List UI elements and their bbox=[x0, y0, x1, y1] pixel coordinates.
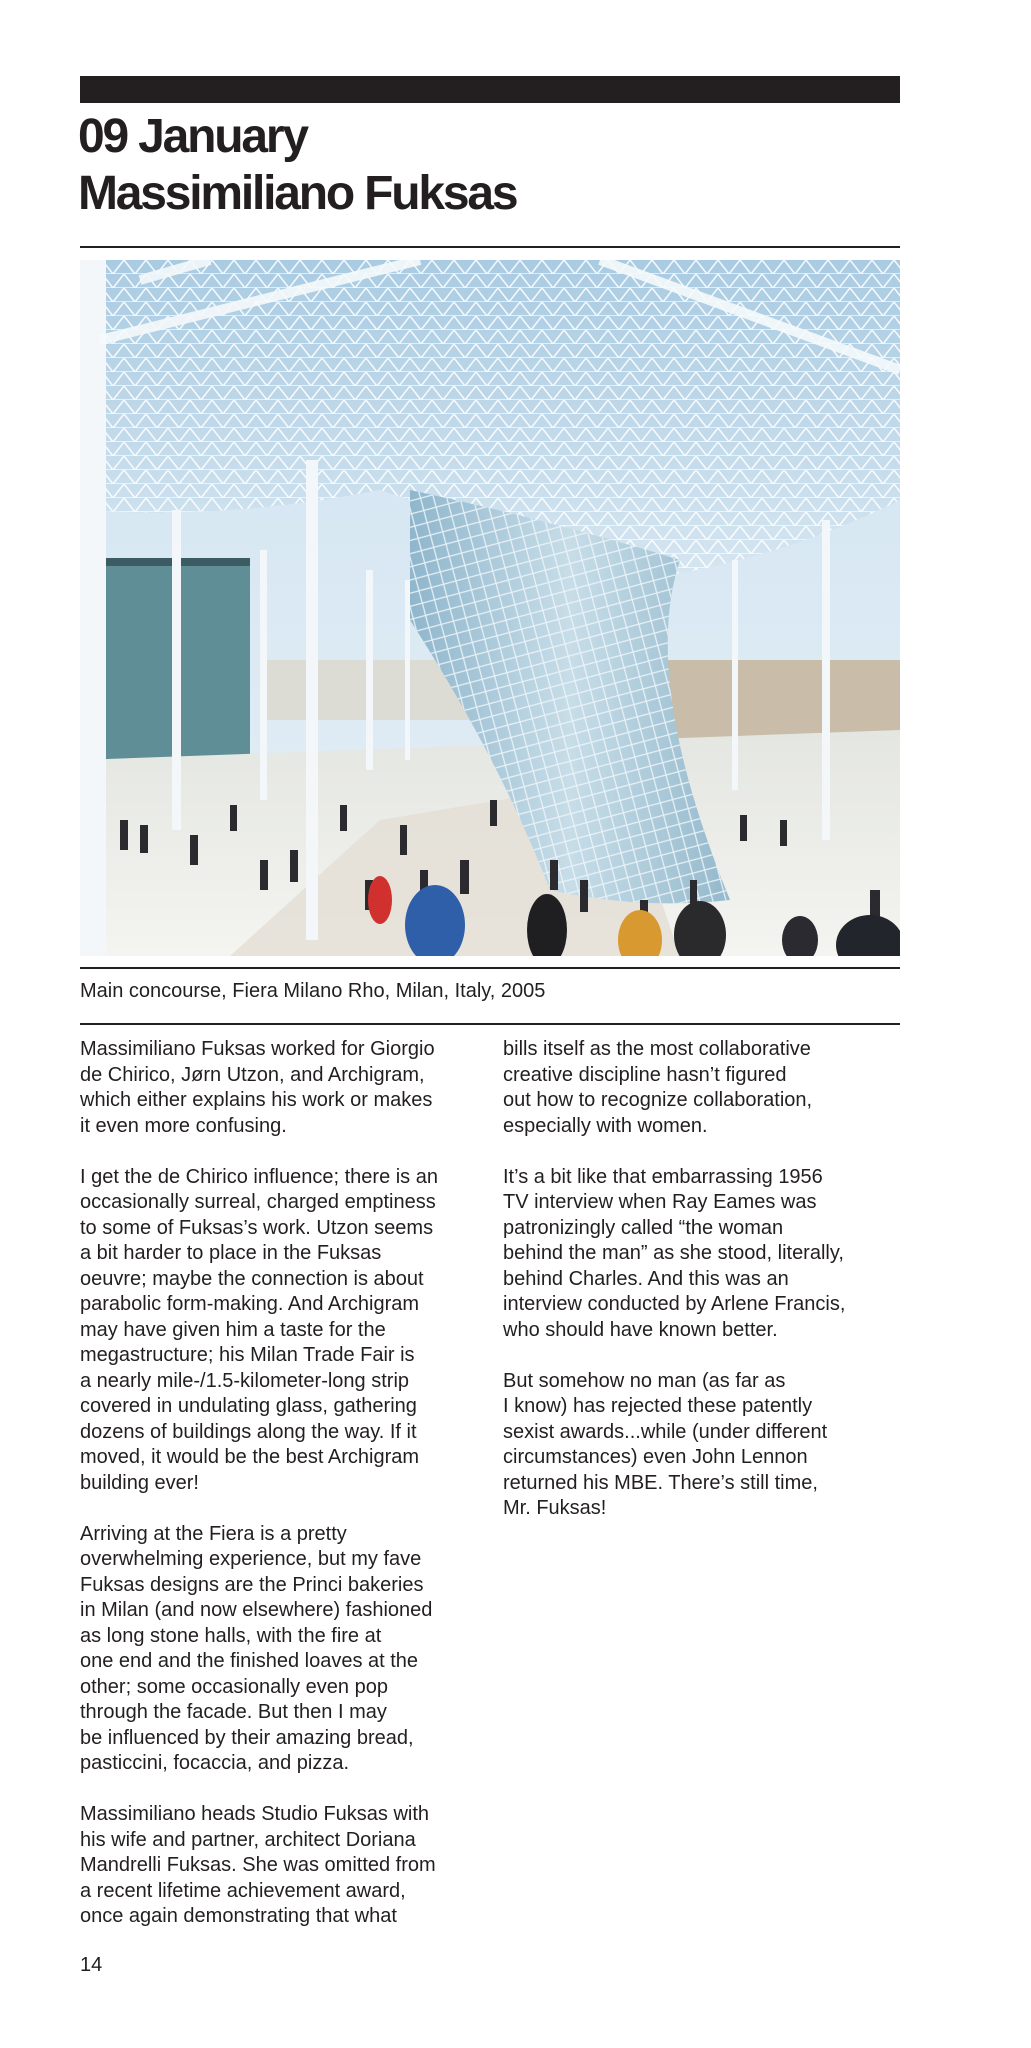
paragraph: Massimiliano Fuksas worked for Giorgio de Chirico, Jørn Utzon, and Archigram, which either explains his work or makes it even more confusing. bbox=[80, 1038, 435, 1137]
paragraph: I get the de Chirico influence; there is an occasionally surreal, charged emptiness to some of Fuksas’s work. Utzon seems a bit harder to place in the Fuksas oeuvre; maybe the connection is about parabolic form-making. And Archigram may have given him a taste for the megastructure; his Milan Trade Fair is a nearly mile-/1.5-kilometer-long strip covered in undulating glass, gathering dozens of buildings along the way. If it moved, it would be the best Archigram building ever! bbox=[80, 1165, 438, 1494]
title-name: Massimiliano Fuksas bbox=[78, 167, 517, 220]
paragraph: It’s a bit like that embarrassing 1956 TV interview when Ray Eames was patronizingly called “the woman behind the man” as she stood, literally, behind Charles. And this was an interview conducted by Arlene Francis, who should have known better. bbox=[503, 1165, 846, 1341]
photo-main-concourse bbox=[80, 260, 900, 956]
title-divider bbox=[80, 246, 900, 248]
body-column-left bbox=[80, 1037, 480, 1955]
paragraph: But somehow no man (as far as I know) has rejected these patently sexist awards...while (under different circumstances) even John Lennon returned his MBE. There’s still time, Mr. Fuksas! bbox=[503, 1369, 828, 1519]
paragraph: bills itself as the most collaborative creative discipline hasn’t figured out how to recognize collaboration, especially with women. bbox=[503, 1038, 813, 1137]
caption-top-rule bbox=[80, 967, 900, 969]
paragraph: Arriving at the Fiera is a pretty overwhelming experience, but my fave Fuksas designs are the Princi bakeries in Milan (and now elsewhere) fashioned as long stone halls, with the fire at one end and the finished loaves at the other; some occasionally even pop through the facade. But then I may be influenced by their amazing bread, pasticcini, focaccia, and pizza. bbox=[80, 1522, 433, 1774]
title-date: 09 January bbox=[78, 110, 307, 163]
paragraph: Massimiliano heads Studio Fuksas with his wife and partner, architect Doriana Mandrelli Fuksas. She was omitted from a recent lifetime achievement award, once again demonstrating that what bbox=[80, 1803, 436, 1927]
page-number: 14 bbox=[80, 1954, 103, 1976]
page-title bbox=[78, 108, 898, 222]
caption-bottom-rule bbox=[80, 1023, 900, 1025]
header-bar bbox=[80, 76, 900, 103]
photo-illustration bbox=[80, 260, 900, 956]
photo-caption: Main concourse, Fiera Milano Rho, Milan, Italy, 2005 bbox=[80, 980, 546, 1002]
body-column-right bbox=[503, 1037, 903, 1547]
